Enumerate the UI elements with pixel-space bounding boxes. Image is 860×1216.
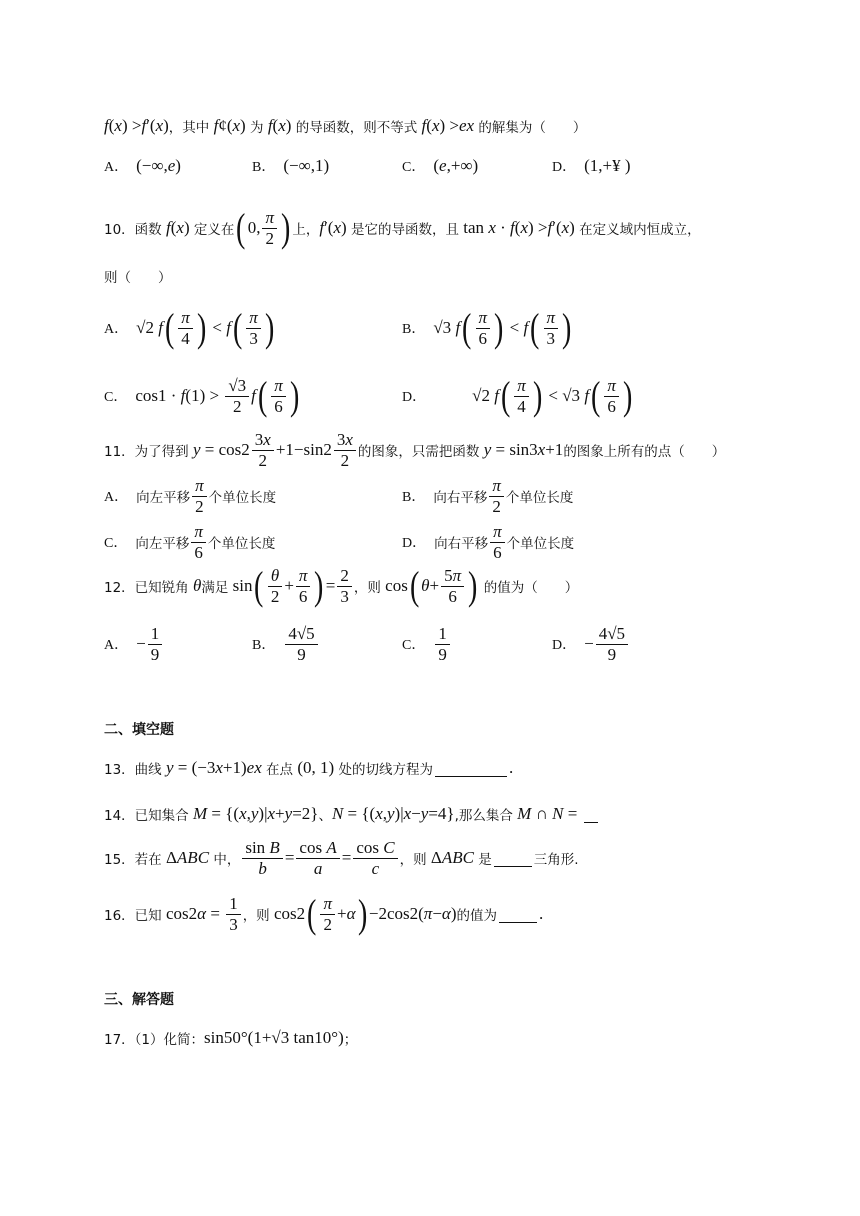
q11-option-a: A． 向左平移 $\frac{\pi}{2}$ 个单位长度 xyxy=(104,475,277,516)
q10-option-a: A． √2 f ( $\frac{\pi}{4}$ ) < f ( $\frac{\pi}{3}$ ) xyxy=(104,305,275,350)
q12-stem: 12．已知锐角 θ 满足 sin ( $\frac{\theta}{2}$ + $\frac{\pi}{6}$ ) = $\frac{2}{3}$ ，则 cos ( θ + $\frac{5\pi}{6}$ ) 的值为（ ） xyxy=(104,563,579,608)
q9-stem: f ( x ) > f ′( x ) ，其中 f ¢( x ) 为 f ( x ) 的导函数，则不等式 f ( x ) > e x 的解集为（ ） xyxy=(104,116,587,136)
q9-option-a: A． (−∞, e ) xyxy=(104,156,181,175)
q11-option-b: B． 向右平移 $\frac{\pi}{2}$ 个单位长度 xyxy=(402,475,574,516)
q10-option-c: C． cos1 · f (1) > $\frac{√3}{2}$ f ( $\frac{\pi}{6}$ ) xyxy=(104,373,300,418)
q14: 14．已知集合 M = {( x , y )| x + y =2} 、 N = {( x , y )| x − y =4} ,那么集合 M ∩ N = xyxy=(104,800,600,828)
q10-option-d: D． √2 f ( $\frac{\pi}{4}$ ) < √3 f ( $\frac{\pi}{6}$ ) xyxy=(402,373,633,418)
q12-option-d: D． − $\frac{4√5}{9}$ xyxy=(552,622,630,666)
q10-stem-tail: 则（ ） xyxy=(104,270,172,286)
q11-stem: 11．为了得到 y = cos 2 $\frac{3x}{2}$ +1−sin 2 $\frac{3x}{2}$ 的图象，只需把函数 y = sin3 x +1 的图象上所有的点（ ） xyxy=(104,429,726,470)
section-2-heading: 二、填空题 xyxy=(104,722,174,738)
q15: 15．若在 Δ ABC 中， $\frac{\text{sin B}}{b}$ = $\frac{\text{cos A}}{a}$ = $\frac{\text{cos C}}{c}$ ，则 Δ ABC 是 三角形. xyxy=(104,837,579,878)
q9-option-d: D． (1,+¥ ) xyxy=(552,156,631,175)
q17: 17．（1）化简： sin50°(1+√3 tan10°) ； xyxy=(104,1028,358,1048)
q12-option-a: A． − $\frac{1}{9}$ xyxy=(104,622,164,666)
q16: 16．已知 cos2 α = $\frac{1}{3}$ ，则 cos 2 ( $\frac{\pi}{2}$ + α ) −2cos 2 ( π − α ) 的值为 . xyxy=(104,891,544,936)
q11-option-d: D． 向右平移 $\frac{\pi}{6}$ 个单位长度 xyxy=(402,521,575,562)
q12-option-b: B． $\frac{4√5}{9}$ xyxy=(252,622,320,666)
q9-option-b: B． (−∞,1) xyxy=(252,156,330,175)
q9-option-c: C． ( e ,+∞) xyxy=(402,156,479,175)
q10-option-b: B． √3 f ( $\frac{\pi}{6}$ ) < f ( $\frac{\pi}{3}$ ) xyxy=(402,305,572,350)
q10-stem: 10．函数 f ( x ) 定义在 ( 0, $\frac{\pi}{2}$ ) 上， f ′( x ) 是它的导函数，且 tan x · f ( x ) > f ′( x ) 在定义域内恒成立， xyxy=(104,205,701,250)
q12-option-c: C． $\frac{1}{9}$ xyxy=(402,622,452,666)
section-3-heading: 三、解答题 xyxy=(104,992,174,1008)
q13: 13．曲线 y = (−3 x +1) e x 在点 (0, 1) 处的切线方程为 . xyxy=(104,758,514,778)
q11-option-c: C． 向左平移 $\frac{\pi}{6}$ 个单位长度 xyxy=(104,521,276,562)
